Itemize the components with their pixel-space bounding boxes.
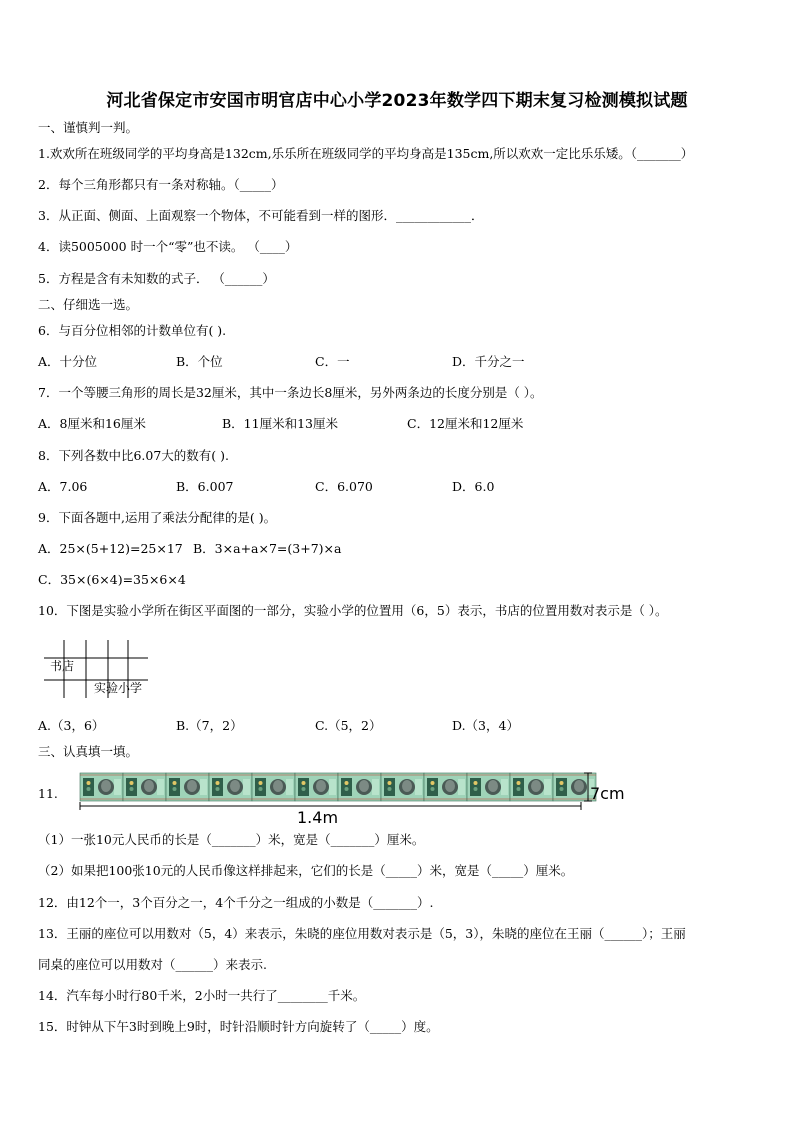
q6-option-a: A．十分位	[38, 354, 98, 369]
q9-option-c: C．35×(6×4)=35×6×4	[38, 572, 186, 587]
question-7: 7．一个等腰三角形的周长是32厘米，其中一条边长8厘米，另外两条边的长度分别是（ ）。	[38, 385, 543, 400]
question-4: 4．读5005000 时一个“零”也不读。 （____）	[38, 239, 298, 254]
q10-option-c: C.（5，2）	[315, 718, 382, 733]
q10-option-d: D.（3，4）	[452, 718, 519, 733]
q6-option-b: B．个位	[176, 354, 223, 369]
banknote-row	[80, 773, 596, 801]
banknote-strip-figure	[72, 770, 632, 824]
page-title: 河北省保定市安国市明官店中心小学2023年数学四下期末复习检测模拟试题	[106, 91, 688, 111]
question-11-number: 11.	[38, 786, 58, 801]
school-label: 实验小学	[94, 681, 143, 695]
q10-option-b: B.（7，2）	[176, 718, 243, 733]
q6-option-c: C．一	[315, 354, 350, 369]
q7-option-a: A．8厘米和16厘米	[38, 416, 146, 431]
q8-option-c: C．6.070	[315, 479, 373, 494]
q9-option-b: B．3×a+a×7=(3+7)×a	[193, 541, 342, 556]
q6-option-d: D．千分之一	[452, 354, 525, 369]
question-14: 14．汽车每小时行80千米，2小时一共行了________千米。	[38, 988, 366, 1003]
question-3: 3．从正面、侧面、上面观察一个物体，不可能看到一样的图形．____________．	[38, 208, 484, 223]
question-13-line-2: 同桌的座位可以用数对（______）来表示.	[38, 957, 267, 972]
question-6: 6．与百分位相邻的计数单位有( ).	[38, 323, 227, 338]
section-heading-choose: 二、仔细选一选。	[38, 297, 139, 312]
q9-option-a: A．25×(5+12)=25×17	[38, 541, 183, 556]
question-8: 8．下列各数中比6.07大的数有( ).	[38, 448, 229, 463]
q7-option-c: C．12厘米和12厘米	[407, 416, 524, 431]
question-5: 5．方程是含有未知数的式子． （______）	[38, 271, 275, 286]
q8-option-a: A．7.06	[38, 479, 88, 494]
q10-option-a: A.（3，6）	[38, 718, 105, 733]
question-9: 9．下面各题中,运用了乘法分配律的是( )。	[38, 510, 277, 525]
question-2: 2．每个三角形都只有一条对称轴。（_____）	[38, 177, 284, 192]
bookstore-label: 书店	[50, 659, 75, 673]
section-heading-judge: 一、谨慎判一判。	[38, 120, 139, 135]
length-label: 1.4m	[297, 808, 339, 824]
q8-option-b: B．6.007	[176, 479, 234, 494]
section-heading-fill: 三、认真填一填。	[38, 744, 139, 759]
question-11-part-2: （2）如果把100张10元的人民币像这样排起来，它们的长是（_____）米，宽是（_____）厘米。	[38, 863, 574, 878]
street-grid-figure	[38, 636, 168, 702]
question-15: 15．时钟从下午3时到晚上9时，时针沿顺时针方向旋转了（_____）度。	[38, 1019, 439, 1034]
q8-option-d: D．6.0	[452, 479, 495, 494]
question-13-line-1: 13．王丽的座位可以用数对（5，4）来表示，朱晓的座位用数对表示是（5，3），朱晓的座位在王丽（______）；王丽	[38, 926, 686, 941]
question-11-part-1: （1）一张10元人民币的长是（_______）米，宽是（_______）厘米。	[38, 832, 425, 847]
question-1: 1.欢欢所在班级同学的平均身高是132cm,乐乐所在班级同学的平均身高是135cm,所以欢欢一定比乐乐矮。（_______）	[38, 146, 694, 161]
question-10: 10．下图是实验小学所在街区平面图的一部分，实验小学的位置用（6，5）表示，书店的位置用数对表示是（ ）。	[38, 603, 668, 618]
width-label: 7cm	[590, 784, 625, 803]
question-12: 12．由12个一，3个百分之一，4个千分之一组成的小数是（_______）.	[38, 895, 434, 910]
q7-option-b: B．11厘米和13厘米	[222, 416, 338, 431]
